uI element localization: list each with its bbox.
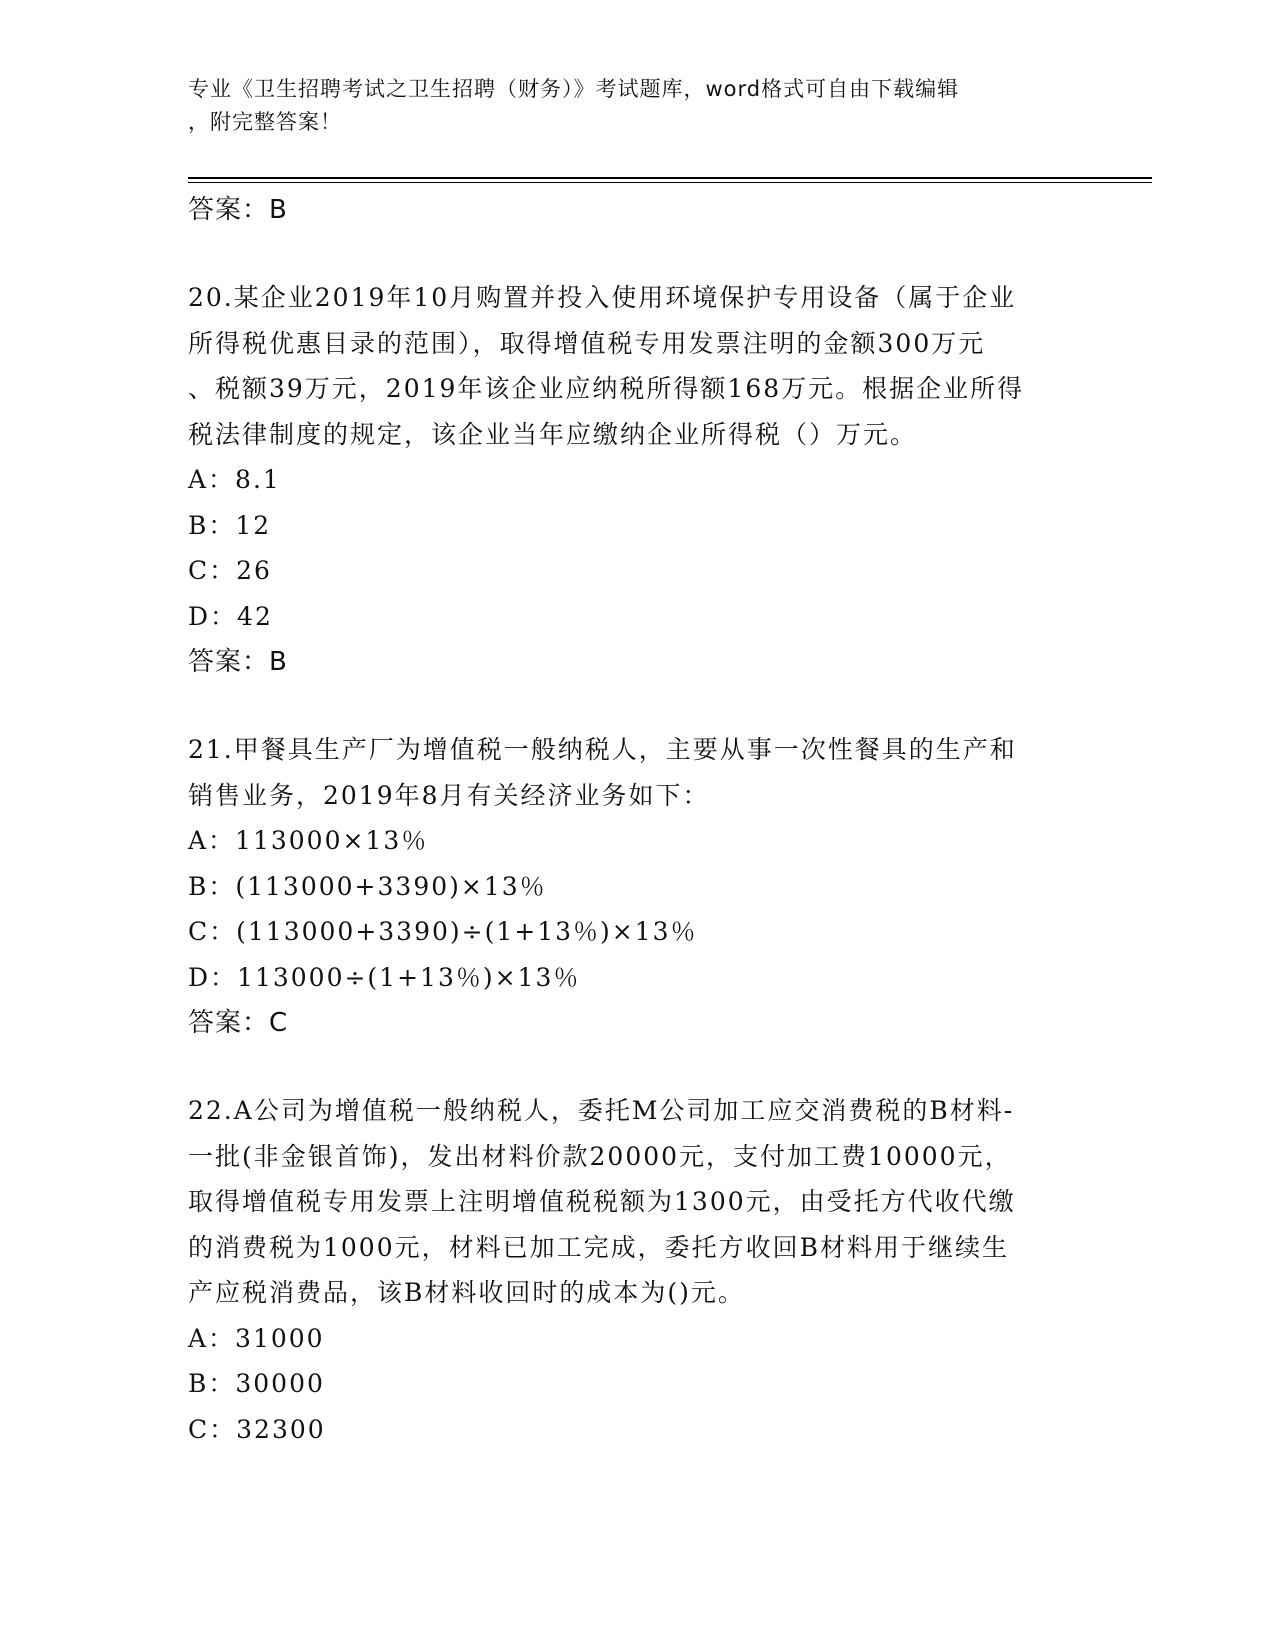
option-d: D：42 xyxy=(188,601,273,631)
option-b: B：30000 xyxy=(188,1369,325,1398)
question-stem-line: 取得增值税专用发票上注明增值税税额为1300元，由受托方代收代缴 xyxy=(188,1187,1016,1216)
question-stem-line: 21.甲餐具生产厂为增值税一般纳税人，主要从事一次性餐具的生产和 xyxy=(188,735,1017,764)
question-item xyxy=(188,275,1088,685)
answer-line: 答案：B xyxy=(188,195,288,225)
option-a: A：113000×13％ xyxy=(188,826,429,855)
option-b: B：(113000+3390)×13％ xyxy=(188,871,547,901)
header-line-2: ，附完整答案！ xyxy=(188,110,342,134)
option-c: C：32300 xyxy=(188,1414,326,1444)
question-stem-line: 的消费税为1000元，材料已加工完成，委托方收回B材料用于继续生 xyxy=(188,1232,1009,1262)
question-stem-line: 、税额39万元，2019年该企业应纳税所得额168万元。根据企业所得 xyxy=(188,374,1025,403)
answer-line: 答案：C xyxy=(188,1008,289,1038)
question-stem-line: 所得税优惠目录的范围），取得增值税专用发票注明的金额300万元 xyxy=(188,328,986,358)
question-item xyxy=(188,727,1088,1046)
option-a: A：31000 xyxy=(188,1323,325,1353)
option-b: B：12 xyxy=(188,510,272,540)
question-stem xyxy=(188,275,1088,457)
question-stem-line: 产应税消费品，该B材料收回时的成本为()元。 xyxy=(188,1278,745,1307)
question-list xyxy=(188,187,1088,1452)
question-stem xyxy=(188,727,1088,818)
header-rule-thick xyxy=(188,177,1152,179)
question-stem-line: 税法律制度的规定，该企业当年应缴纳企业所得税（）万元。 xyxy=(188,419,918,449)
option-d: D：113000÷(1+13％)×13％ xyxy=(188,962,581,992)
answer-line: 答案：B xyxy=(188,647,288,677)
option-c: C：(113000+3390)÷(1+13％)×13％ xyxy=(188,917,698,946)
question-stem-line: 20.某企业2019年10月购置并投入使用环境保护专用设备（属于企业 xyxy=(188,283,1017,312)
question-stem-line: 销售业务，2019年8月有关经济业务如下： xyxy=(188,780,710,810)
question-stem-line: 一批(非金银首饰)，发出材料价款20000元，支付加工费10000元， xyxy=(188,1141,1012,1171)
header-rule-thin xyxy=(188,182,1152,183)
header-line-1: 专业《卫生招聘考试之卫生招聘（财务）》考试题库，word格式可自由下载编辑 xyxy=(188,77,960,101)
option-a: A：8.1 xyxy=(188,465,281,494)
question-stem xyxy=(188,1088,1088,1316)
question-item xyxy=(188,1088,1088,1452)
option-c: C：26 xyxy=(188,556,272,585)
question-stem-line: 22.A公司为增值税一般纳税人，委托M公司加工应交消费税的B材料- xyxy=(188,1096,1015,1125)
page-header xyxy=(188,73,1068,139)
